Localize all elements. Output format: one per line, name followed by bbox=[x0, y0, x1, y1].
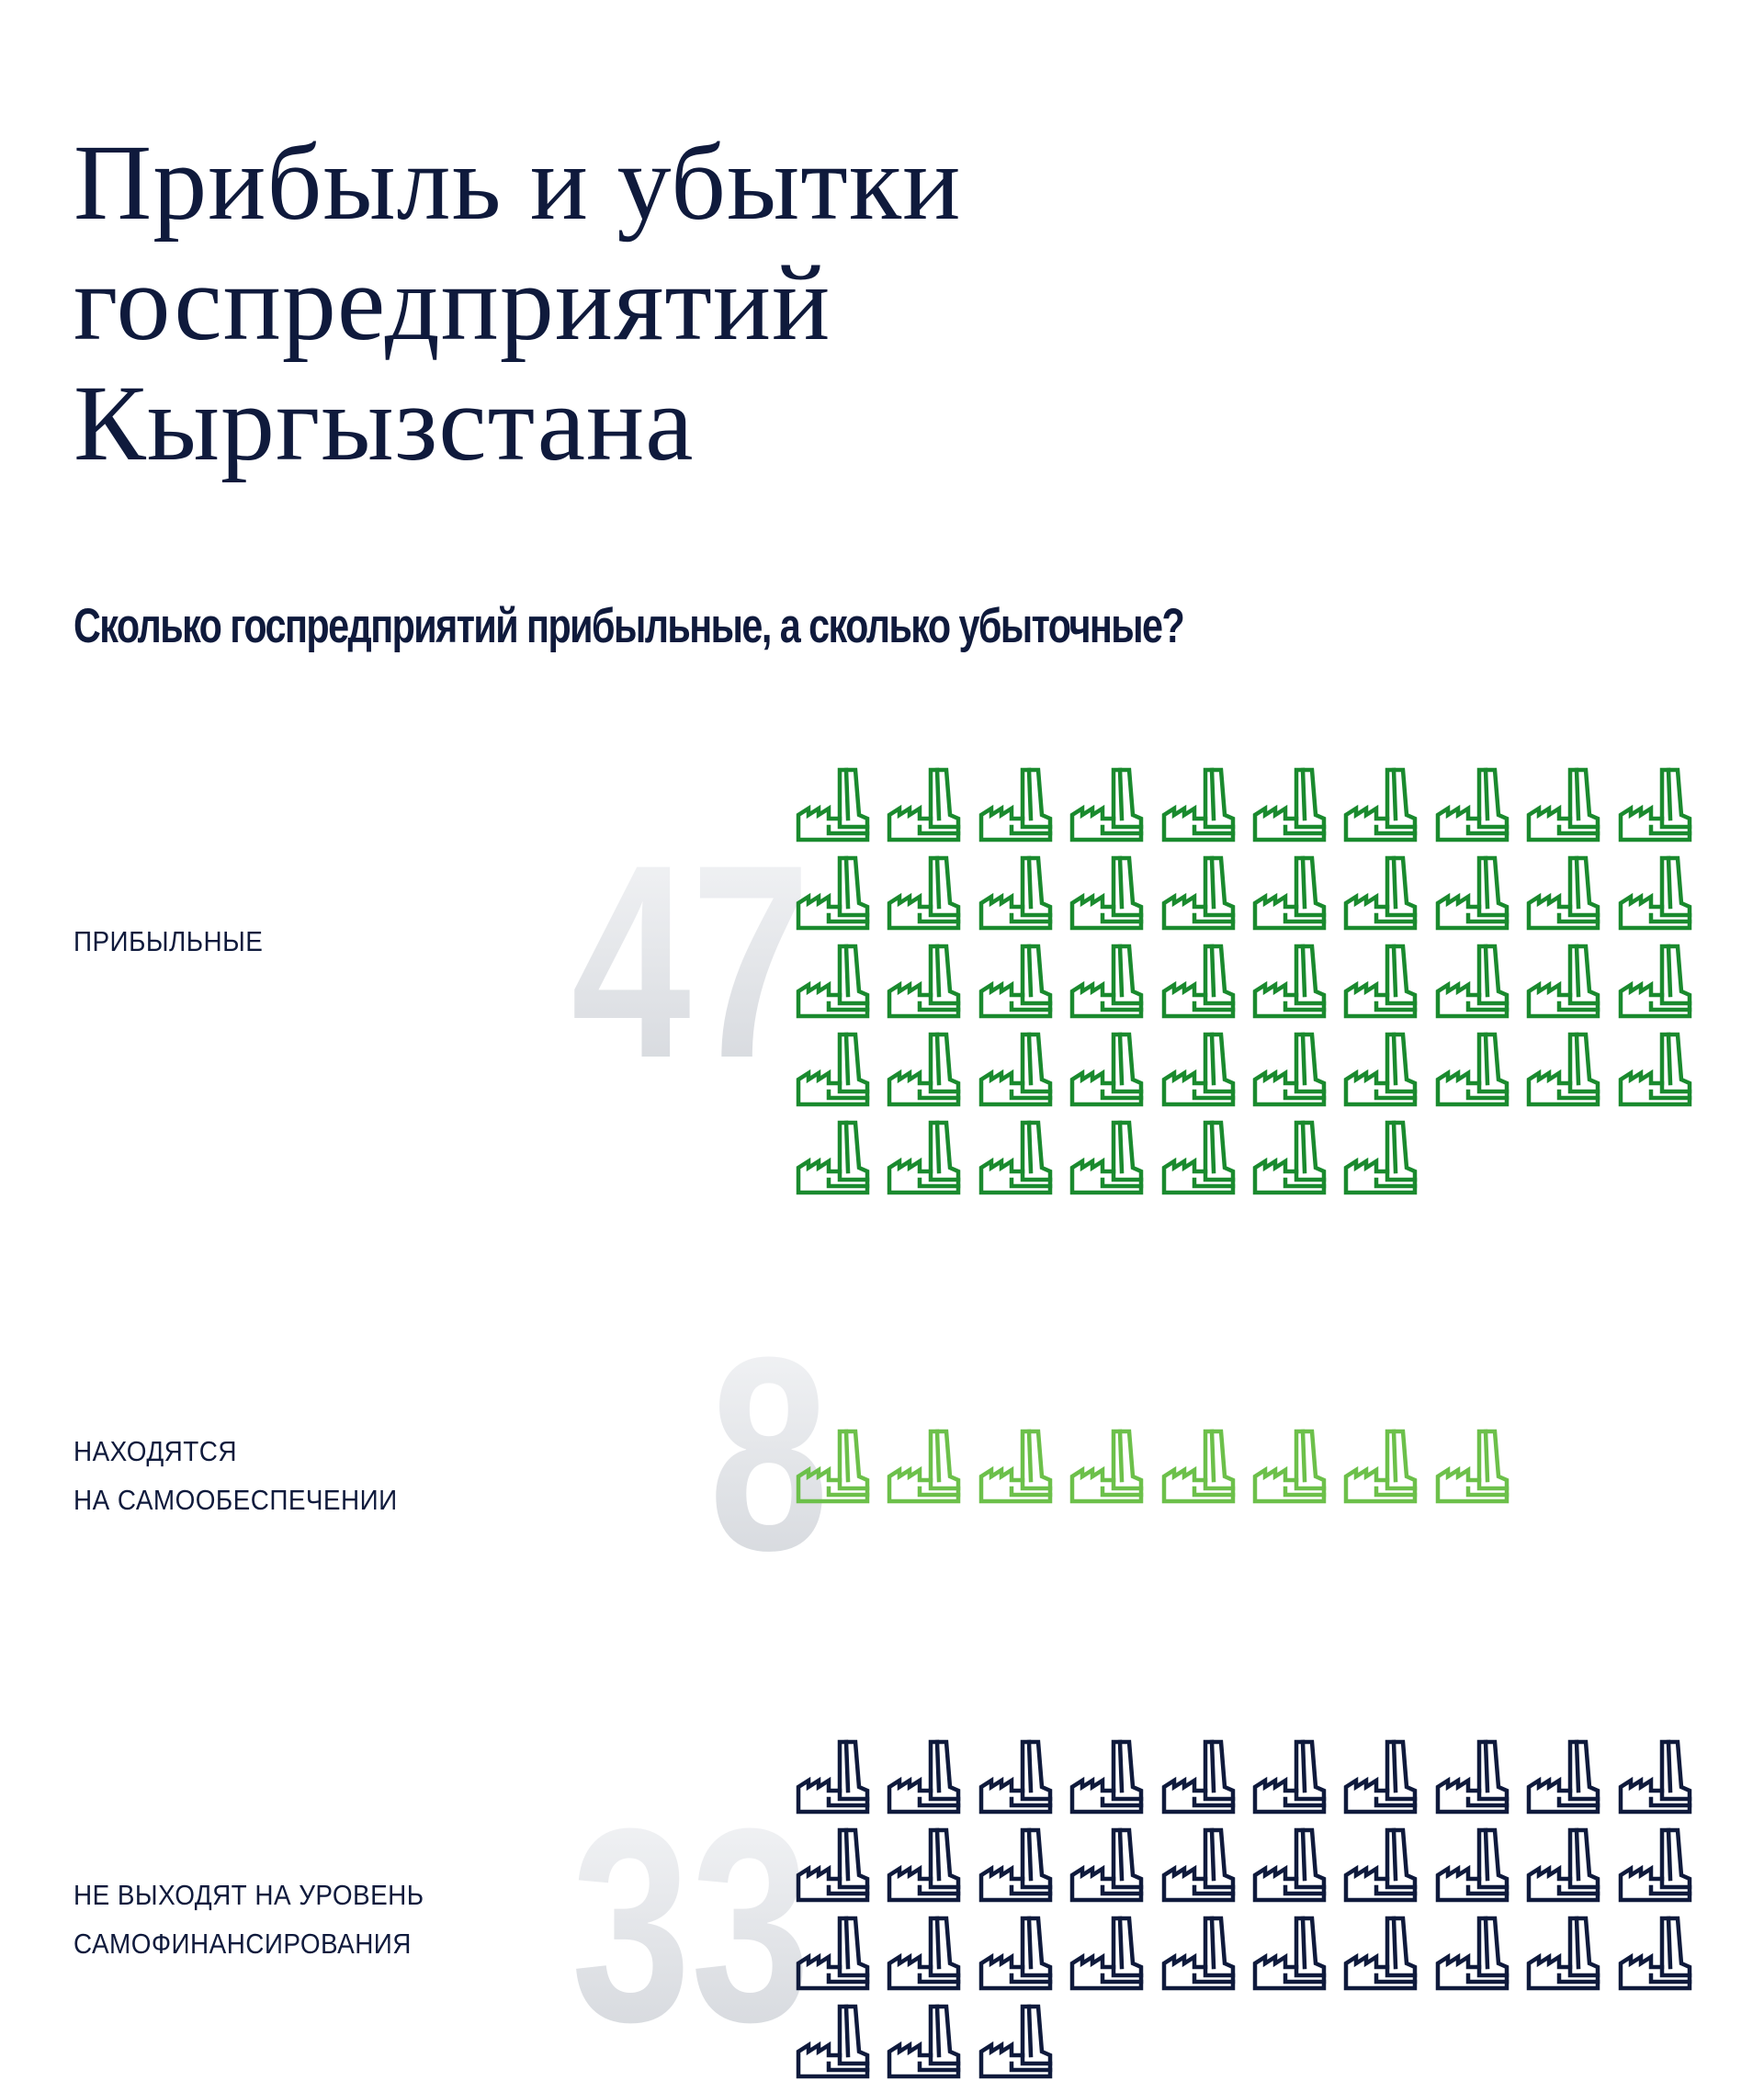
factory-icon bbox=[1161, 1429, 1237, 1504]
factory-icon bbox=[1161, 944, 1237, 1019]
factory-icon bbox=[1526, 855, 1601, 931]
factory-icon bbox=[1252, 1827, 1328, 1903]
chart-title: Сколько госпредприятий прибыльные, а сколько убыточные? bbox=[74, 599, 1184, 653]
factory-icon bbox=[1618, 767, 1693, 842]
factory-icon bbox=[1069, 855, 1145, 931]
factory-icon bbox=[1343, 855, 1419, 931]
factory-icon bbox=[887, 767, 962, 842]
factory-icon bbox=[1252, 855, 1328, 931]
factory-icon bbox=[1435, 1429, 1510, 1504]
factory-icon bbox=[978, 1120, 1054, 1195]
group-label-profitable-line-1: ПРИБЫЛЬНЫЕ bbox=[74, 925, 264, 957]
factory-icon bbox=[1069, 1429, 1145, 1504]
factory-icon bbox=[1435, 1916, 1510, 1991]
factory-icon bbox=[1343, 944, 1419, 1019]
factory-icon bbox=[978, 1827, 1054, 1903]
factory-icon bbox=[1435, 767, 1510, 842]
icon-grid-profitable bbox=[796, 767, 1709, 1208]
group-count-self-sufficient: 8 bbox=[527, 1316, 829, 1591]
factory-icon bbox=[1252, 767, 1328, 842]
factory-icon bbox=[1526, 1827, 1601, 1903]
factory-icon bbox=[1343, 1916, 1419, 1991]
factory-icon bbox=[1069, 1032, 1145, 1107]
factory-icon bbox=[1252, 1916, 1328, 1991]
factory-icon bbox=[1343, 1827, 1419, 1903]
group-label-not-self-financing-line-2: САМОФИНАНСИРОВАНИЯ bbox=[74, 1928, 412, 1960]
factory-icon bbox=[1526, 767, 1601, 842]
factory-icon bbox=[796, 944, 871, 1019]
factory-icon bbox=[1526, 1916, 1601, 1991]
page-title-line-3: Кыргызстана bbox=[74, 363, 695, 483]
group-count-profitable: 47 bbox=[509, 823, 810, 1099]
factory-icon bbox=[1343, 1032, 1419, 1107]
group-label-not-self-financing-line-1: НЕ ВЫХОДЯТ НА УРОВЕНЬ bbox=[74, 1879, 424, 1911]
factory-icon bbox=[887, 1120, 962, 1195]
factory-icon bbox=[1252, 1429, 1328, 1504]
factory-icon bbox=[887, 944, 962, 1019]
group-count-not-self-financing: 33 bbox=[509, 1787, 810, 2063]
factory-icon bbox=[1069, 1120, 1145, 1195]
factory-icon bbox=[978, 2004, 1054, 2079]
factory-icon bbox=[1618, 1032, 1693, 1107]
factory-icon bbox=[887, 1429, 962, 1504]
group-label-profitable bbox=[74, 917, 263, 966]
page-title-line-1: Прибыль и убытки bbox=[74, 122, 962, 243]
factory-icon bbox=[1161, 1827, 1237, 1903]
factory-icon bbox=[1526, 1739, 1601, 1815]
factory-icon bbox=[1069, 1916, 1145, 1991]
factory-icon bbox=[1161, 1120, 1237, 1195]
factory-icon bbox=[1252, 944, 1328, 1019]
factory-icon bbox=[1435, 1739, 1510, 1815]
factory-icon bbox=[887, 2004, 962, 2079]
factory-icon bbox=[1435, 944, 1510, 1019]
factory-icon bbox=[1069, 944, 1145, 1019]
factory-icon bbox=[1161, 855, 1237, 931]
factory-icon bbox=[1343, 1739, 1419, 1815]
icon-grid-not-self-financing bbox=[796, 1739, 1709, 2092]
factory-icon bbox=[796, 767, 871, 842]
factory-icon bbox=[1343, 1429, 1419, 1504]
factory-icon bbox=[1435, 1032, 1510, 1107]
factory-icon bbox=[796, 1120, 871, 1195]
factory-icon bbox=[1435, 1827, 1510, 1903]
factory-icon bbox=[978, 944, 1054, 1019]
factory-icon bbox=[1161, 1032, 1237, 1107]
factory-icon bbox=[887, 1739, 962, 1815]
factory-icon bbox=[1343, 1120, 1419, 1195]
factory-icon bbox=[1252, 1120, 1328, 1195]
group-label-self-sufficient-line-2: НА САМООБЕСПЕЧЕНИИ bbox=[74, 1484, 398, 1516]
factory-icon bbox=[887, 1916, 962, 1991]
icon-grid-self-sufficient bbox=[796, 1429, 1709, 1517]
factory-icon bbox=[978, 1739, 1054, 1815]
factory-icon bbox=[796, 1916, 871, 1991]
factory-icon bbox=[978, 1032, 1054, 1107]
factory-icon bbox=[1526, 1032, 1601, 1107]
factory-icon bbox=[1161, 767, 1237, 842]
factory-icon bbox=[978, 1916, 1054, 1991]
factory-icon bbox=[796, 1827, 871, 1903]
page-title-line-2: госпредприятий bbox=[74, 243, 831, 363]
factory-icon bbox=[1435, 855, 1510, 931]
page-title bbox=[74, 122, 1360, 483]
factory-icon bbox=[1618, 1739, 1693, 1815]
factory-icon bbox=[1618, 1827, 1693, 1903]
factory-icon bbox=[796, 1032, 871, 1107]
factory-icon bbox=[887, 1827, 962, 1903]
factory-icon bbox=[1618, 855, 1693, 931]
group-label-not-self-financing bbox=[74, 1871, 424, 1968]
factory-icon bbox=[1252, 1739, 1328, 1815]
factory-icon bbox=[1069, 767, 1145, 842]
factory-icon bbox=[1161, 1916, 1237, 1991]
factory-icon bbox=[1069, 1739, 1145, 1815]
factory-icon bbox=[978, 855, 1054, 931]
factory-icon bbox=[1252, 1032, 1328, 1107]
group-label-self-sufficient bbox=[74, 1427, 398, 1524]
factory-icon bbox=[978, 1429, 1054, 1504]
factory-icon bbox=[796, 1739, 871, 1815]
factory-icon bbox=[1343, 767, 1419, 842]
factory-icon bbox=[796, 2004, 871, 2079]
group-label-self-sufficient-line-1: НАХОДЯТСЯ bbox=[74, 1435, 237, 1467]
factory-icon bbox=[887, 1032, 962, 1107]
factory-icon bbox=[978, 767, 1054, 842]
factory-icon bbox=[796, 855, 871, 931]
factory-icon bbox=[1526, 944, 1601, 1019]
factory-icon bbox=[1069, 1827, 1145, 1903]
factory-icon bbox=[887, 855, 962, 931]
factory-icon bbox=[1161, 1739, 1237, 1815]
factory-icon bbox=[1618, 1916, 1693, 1991]
factory-icon bbox=[1618, 944, 1693, 1019]
factory-icon bbox=[796, 1429, 871, 1504]
